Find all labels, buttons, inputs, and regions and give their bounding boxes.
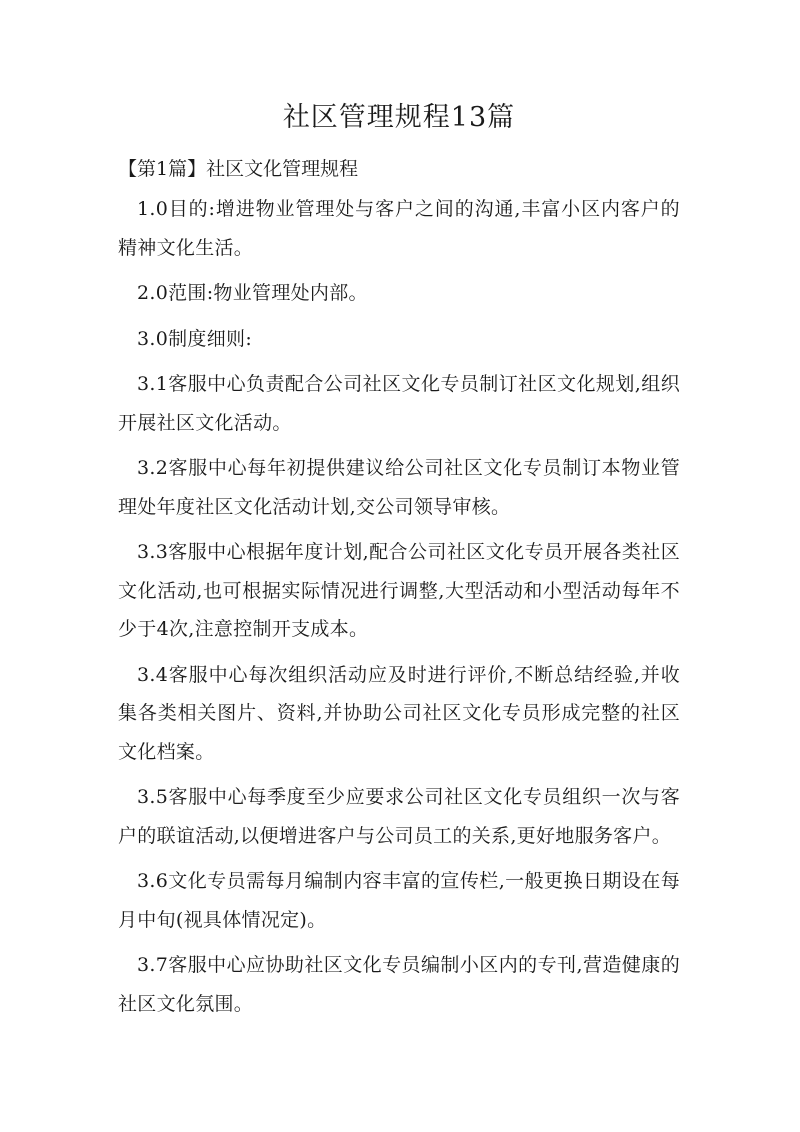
paragraph-rule-3-4: 3.4客服中心每次组织活动应及时进行评价,不断总结经验,并收集各类相关图片、资料,并协助公司社区文化专员形成完整的社区文化档案。 (118, 663, 680, 763)
document-title: 社区管理规程13篇 (282, 102, 516, 133)
paragraph-rule-3-2: 3.2客服中心每年初提供建议给公司社区文化专员制订本物业管理处年度社区文化活动计划,交公司领导审核。 (118, 457, 680, 518)
paragraph-rule-3-5: 3.5客服中心每季度至少应要求公司社区文化专员组织一次与客户的联谊活动,以便增进客户与公司员工的关系,更好地服务客户。 (118, 786, 680, 847)
paragraph-rule-3-1: 3.1客服中心负责配合公司社区文化专员制订社区文化规划,组织开展社区文化活动。 (118, 373, 680, 434)
paragraph-purpose: 1.0目的:增进物业管理处与客户之间的沟通,丰富小区内客户的精神文化生活。 (118, 198, 680, 259)
paragraph-rules-heading: 3.0制度细则: (137, 327, 253, 350)
paragraph-scope: 2.0范围:物业管理处内部。 (137, 282, 368, 304)
paragraph-rule-3-7: 3.7客服中心应协助社区文化专员编制小区内的专刊,营造健康的社区文化氛围。 (118, 954, 680, 1015)
paragraph-rule-3-3: 3.3客服中心根据年度计划,配合公司社区文化专员开展各类社区文化活动,也可根据实际情况进行调整,大型活动和小型活动每年不少于4次,注意控制开支成本。 (118, 541, 680, 640)
paragraph-rule-3-6: 3.6文化专员需每月编制内容丰富的宣传栏,一般更换日期设在每月中旬(视具体情况定)。 (118, 870, 680, 931)
section-heading: 【第1篇】社区文化管理规程 (118, 158, 359, 180)
